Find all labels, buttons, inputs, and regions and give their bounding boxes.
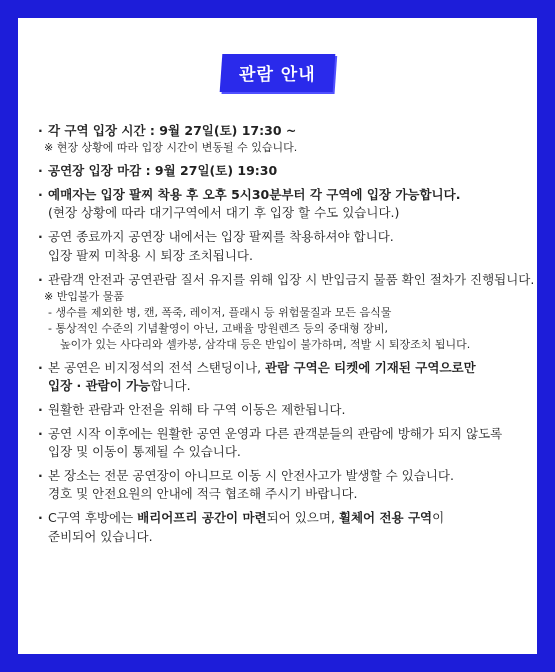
notice-text: C구역 후방에는 (48, 510, 138, 526)
notice-subline: 경호 및 안전요원의 안내에 적극 협조해 주시기 바랍니다. (48, 486, 358, 502)
notice-subline: 입장 팔찌 미착용 시 퇴장 조치됩니다. (48, 247, 253, 263)
notice-subline (38, 377, 523, 395)
notice-item: · 각 구역 입장 시간 : 9월 27일(토) 17:30 ~ (38, 122, 523, 140)
title-wrap (18, 54, 537, 92)
notice-item (38, 509, 523, 527)
notice-subline: 준비되어 있습니다. (48, 528, 153, 544)
notice-item: · 원활한 관람과 안전을 위해 타 구역 이동은 제한됩니다. (38, 401, 523, 419)
notice-emphasis: 관람 구역은 티켓에 기재된 구역으로만 (265, 359, 476, 375)
notice-item: · 예매자는 입장 팔찌 착용 후 오후 5시30분부터 각 구역에 입장 가능합니다. (38, 186, 523, 204)
notice-card (18, 18, 537, 654)
notice-item: · 본 장소는 전문 공연장이 아니므로 이동 시 안전사고가 발생할 수 있습니다. (38, 467, 523, 485)
notice-subline: (현장 상황에 따라 대기구역에서 대기 후 입장 할 수도 있습니다.) (48, 205, 400, 221)
notice-text: 합니다. (150, 377, 191, 393)
notice-item: · 공연 종료까지 공연장 내에서는 입장 팔찌를 착용하셔야 합니다. (38, 228, 523, 246)
notice-emphasis: 입장 · 관람이 가능 (48, 377, 151, 393)
notice-note: ※ 현장 상황에 따라 입장 시간이 변동될 수 있습니다. (44, 141, 298, 155)
notice-emphasis: 배리어프리 공간이 마련 (137, 510, 267, 526)
notice-item (38, 359, 523, 377)
notice-item: · 관람객 안전과 공연관람 질서 유지를 위해 입장 시 반입금지 물품 확인 절차가 진행됩니다. (38, 271, 523, 289)
notice-text: 이 (432, 510, 445, 526)
notice-subline: 입장 및 이동이 통제될 수 있습니다. (48, 444, 241, 460)
title-badge (220, 54, 335, 92)
notice-subline: 높이가 있는 사다리와 셀카봉, 삼각대 등은 반입이 불가하며, 적발 시 퇴장조치 됩니다. (60, 337, 471, 351)
notice-emphasis: 휠체어 전용 구역 (338, 510, 433, 526)
notice-subline: - 통상적인 수준의 기념촬영이 아닌, 고배율 망원렌즈 등의 중대형 장비, (48, 321, 388, 335)
notice-subline: - 생수를 제외한 병, 캔, 폭죽, 레이저, 플래시 등 위험물질과 모든 음식물 (48, 305, 392, 319)
page-title: 관람 안내 (239, 65, 316, 85)
notice-note: ※ 반입불가 물품 (44, 289, 124, 303)
notice-item: · 공연 시작 이후에는 원활한 공연 운영과 다른 관객분들의 관람에 방해가 되지 않도록 (38, 425, 523, 443)
notice-item: · 공연장 입장 마감 : 9월 27일(토) 19:30 (38, 162, 523, 180)
notice-list (38, 122, 535, 546)
notice-text: 본 공연은 비지정석의 전석 스탠딩이나, (48, 359, 266, 375)
notice-text: 되어 있으며, (266, 510, 339, 526)
